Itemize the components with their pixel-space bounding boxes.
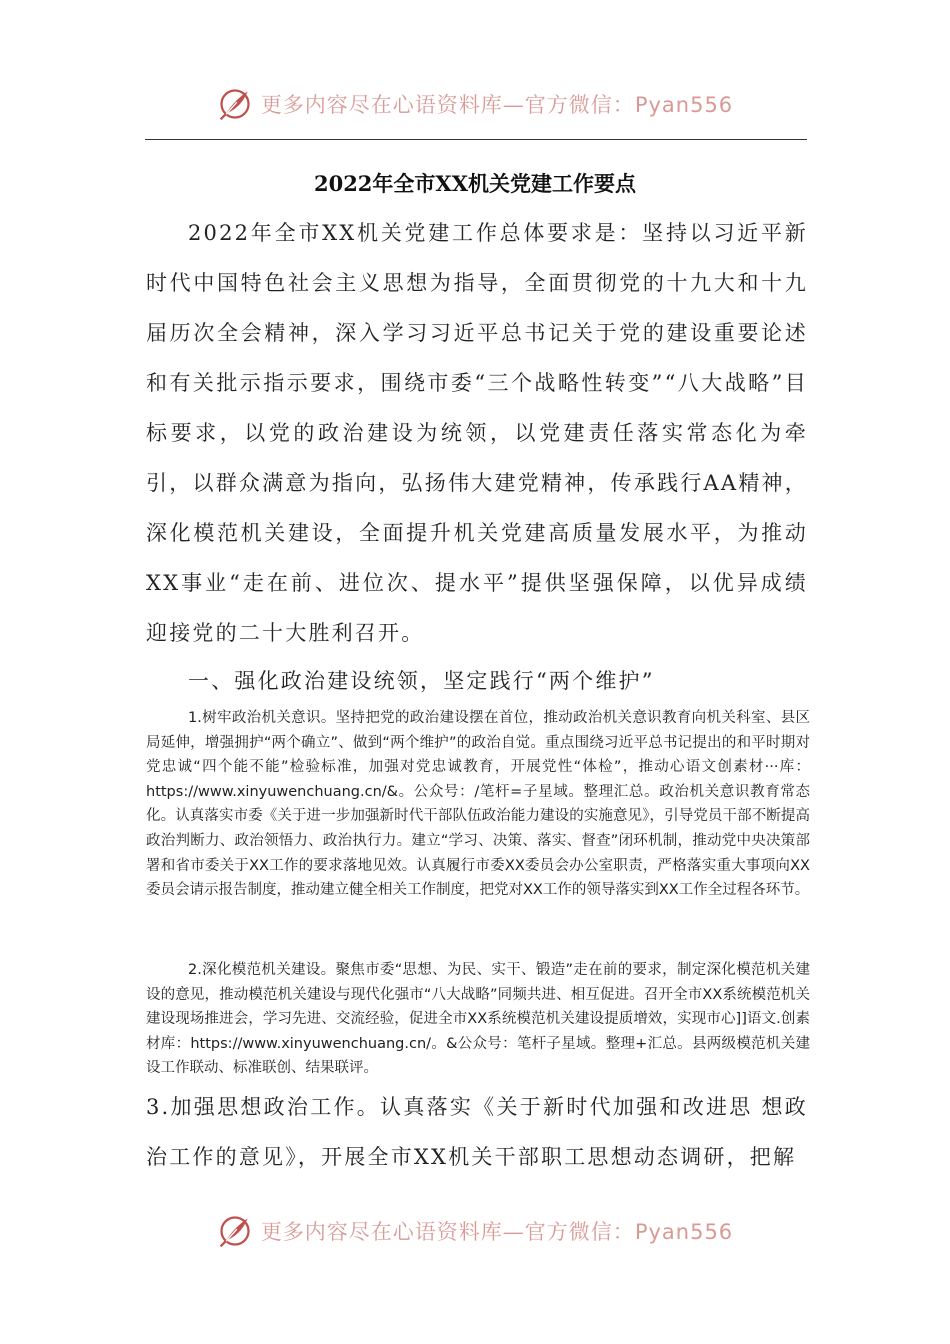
intro-paragraph: 2022年全市XX机关党建工作总体要求是：坚持以习近平新时代中国特色社会主义思想为指导，全面贯彻党的十九大和十九届历次全会精神，深入学习习近平总书记关于党的建设重要论述和有关批示指示要求，围绕市委“三个战略性转变”“八大战略”目标要求，以党的政治建设为统领，以党建责任落实常态化为牵引，以群众满意为指向，弘扬伟大建党精神，传承践行AA精神，深化模范机关建设，全面提升机关党建高质量发展水平，为推动XX事业“走在前、进位次、提水平”提供坚强保障，以优异成绩迎接党的二十大胜利召开。	[146, 221, 808, 645]
footer-watermark-banner	[0, 1209, 950, 1253]
header-divider	[145, 139, 807, 140]
watermark-text: 更多内容尽在心语资料库—官方微信：Pyan556	[260, 93, 734, 117]
section-heading-1: 一、强化政治建设统领，坚定践行“两个维护”	[188, 669, 655, 693]
list-item-2: 2.深化模范机关建设。聚焦市委“思想、为民、实干、锻造”走在前的要求，制定深化模范机关建设的意见，推动模范机关建设与现代化强市“八大战略”同频共进、相互促进。召开全市XX系统模范机关建设现场推进会，学习先进、交流经验，促进全市XX系统模范机关建设提质增效，实现市心]]语文.创素材库：https://www.xinyuwenchuang.cn/。&公众号：笔杆子星域。整理+汇总。县两级模范机关建设工作联动、标准联创、结果联评。	[146, 962, 810, 1077]
list-item-3: 3.加强思想政治工作。认真落实《关于新时代加强和改进思 想政治工作的意见》，开展全市XX机关干部职工思想动态调研，把解	[146, 1095, 808, 1169]
watermark-text: 更多内容尽在心语资料库—官方微信：Pyan556	[260, 1220, 734, 1244]
list-item-1: 1.树牢政治机关意识。坚持把党的政治建设摆在首位，推动政治机关意识教育向机关科室、县区局延伸，增强拥护“两个确立”、做到“两个维护”的政治自觉。重点围绕习近平总书记提出的和平时期对党忠诚“四个能不能”检验标准，加强对党忠诚教育，开展党性“体检”，推动心语文创素材···库：https://www.xinyuwenchuang.cn/&。公众号：/笔杆=子星域。整理汇总。政治机关意识教育常态化。认真落实市委《关于进一步加强新时代干部队伍政治能力建设的实施意见》，引导党员干部不断提高政治判断力、政治领悟力、政治执行力。建立“学习、决策、落实、督查”闭环机制，推动党中央决策部署和省市委关于XX工作的要求落地见效。认真履行市委XX委员会办公室职责，严格落实重大事项向XX委员会请示报告制度，推动建立健全相关工作制度，把党对XX工作的领导落实到XX工作全过程各环节。	[146, 710, 810, 899]
header-watermark-banner	[0, 82, 950, 126]
feather-quill-logo-icon	[217, 1213, 253, 1249]
feather-quill-logo-icon	[217, 86, 253, 122]
document-title: 2022年全市XX机关党建工作要点	[313, 171, 637, 196]
